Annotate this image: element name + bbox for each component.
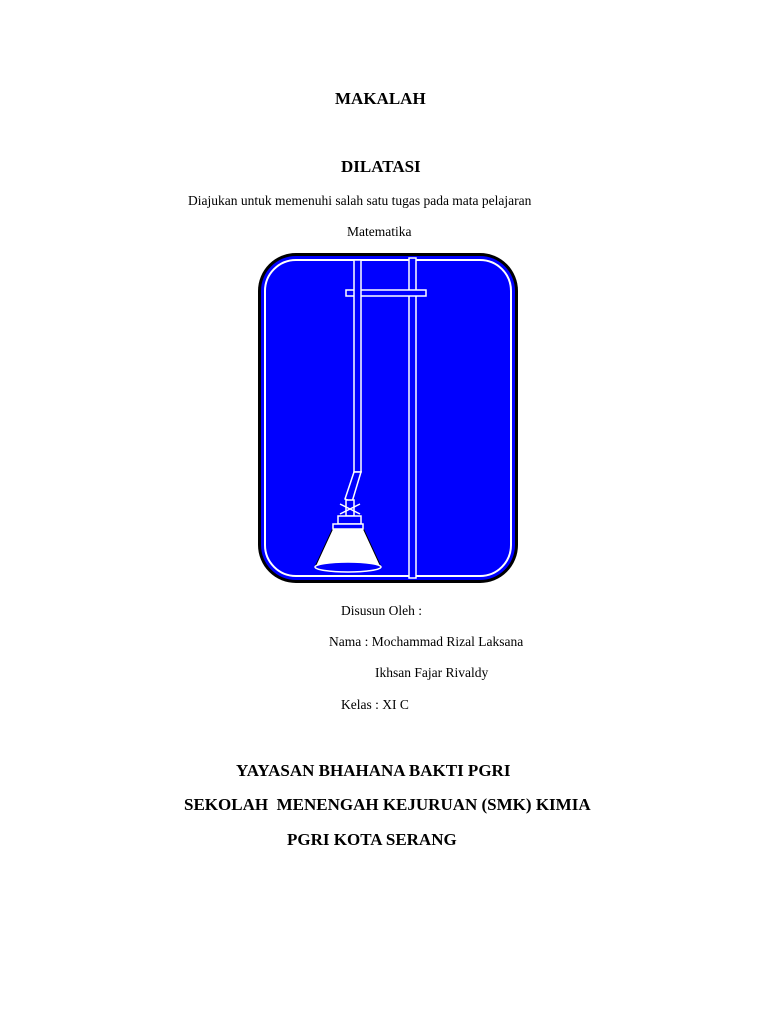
class-line: Kelas : XI C	[341, 697, 409, 712]
authors-heading: Disusun Oleh :	[341, 603, 422, 618]
stopcock-neck	[338, 516, 361, 524]
author-name-line: Nama : Mochammad Rizal Laksana	[329, 634, 524, 649]
flask-base	[315, 562, 381, 572]
city-name: PGRI KOTA SERANG	[287, 830, 457, 849]
stand-rod	[409, 258, 416, 578]
document-title: MAKALAH	[335, 89, 426, 108]
author-second-name: Ikhsan Fajar Rivaldy	[375, 665, 489, 680]
document-topic: DILATASI	[341, 157, 421, 176]
chemistry-apparatus-icon	[257, 252, 519, 584]
document-subtitle: Diajukan untuk memenuhi salah satu tugas pada mata pelajaran	[188, 193, 532, 208]
subject-name: Matematika	[347, 224, 412, 239]
illustration-frame	[261, 256, 515, 580]
flask-mouth	[333, 524, 363, 529]
burette-tube	[354, 260, 361, 472]
foundation-name: YAYASAN BHAHANA BAKTI PGRI	[236, 761, 511, 780]
school-name: SEKOLAH MENENGAH KEJURUAN (SMK) KIMIA	[184, 795, 591, 814]
